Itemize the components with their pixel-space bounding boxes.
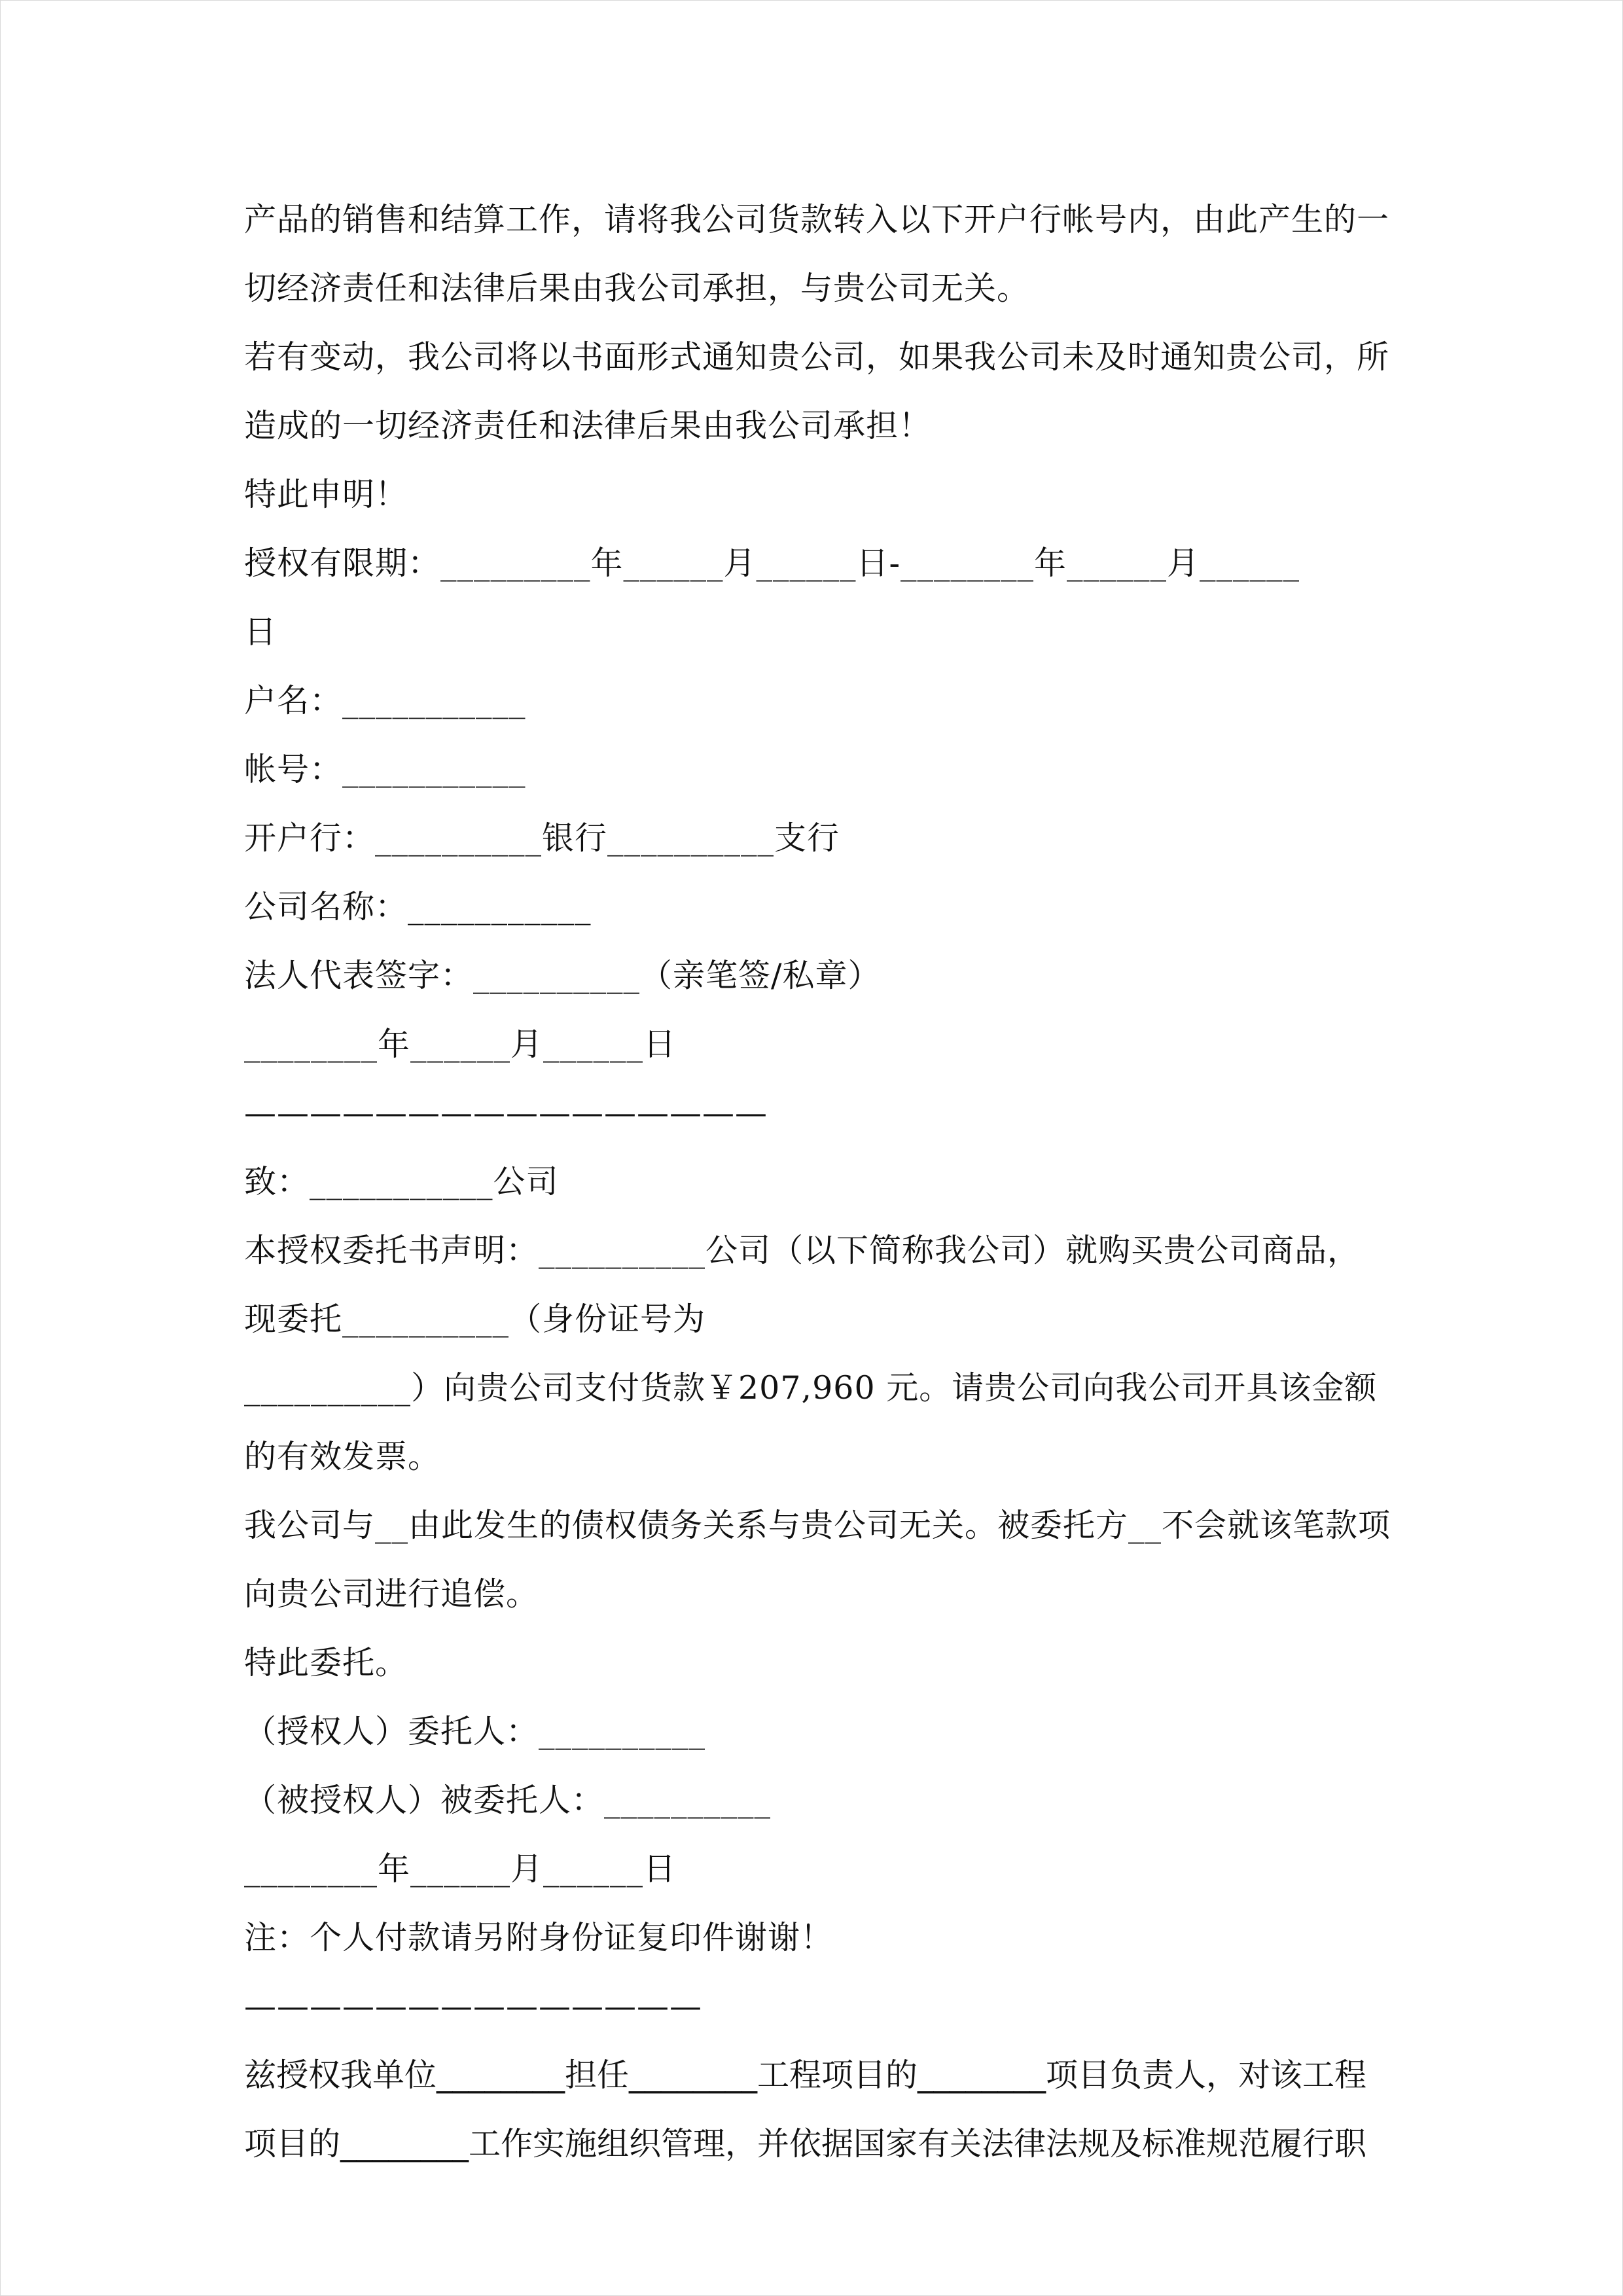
text-line: 产品的销售和结算工作，请将我公司货款转入以下开户行帐号内，由此产生的一 <box>244 201 1390 238</box>
text-line: （被授权人）被委托人：__________ <box>244 1782 772 1819</box>
text-line: 的有效发票。 <box>244 1438 441 1475</box>
text-line: 项目的________工作实施组织管理，并依据国家有关法律法规及标准规范履行职 <box>244 2125 1367 2162</box>
text-line: （授权人）委托人：__________ <box>244 1713 706 1750</box>
text-line: 本授权委托书声明：__________公司（以下简称我公司）就购买贵公司商品， <box>244 1232 1361 1269</box>
text-line: 户名：___________ <box>244 682 526 719</box>
text-line: 日 <box>244 613 277 651</box>
text-line: —————————————— <box>244 1988 702 2025</box>
text-line: 授权有限期：_________年______月______日-________年______月______ <box>244 545 1300 582</box>
text-line: 特此申明！ <box>244 476 408 513</box>
text-line: 特此委托。 <box>244 1644 408 1681</box>
text-line: 致：___________公司 <box>244 1163 559 1200</box>
text-line: ________年______月______日 <box>244 1026 677 1063</box>
text-line: 法人代表签字：__________（亲笔签/私章） <box>244 957 881 994</box>
text-line: 现委托__________（身份证号为 <box>244 1300 706 1338</box>
text-line: ———————————————— <box>244 1094 768 1132</box>
text-line: 若有变动，我公司将以书面形式通知贵公司，如果我公司未及时通知贵公司，所 <box>244 338 1390 376</box>
text-line: 公司名称：___________ <box>244 888 592 925</box>
text-line: __________）向贵公司支付货款￥207,960 元。请贵公司向我公司开具该金额 <box>244 1369 1378 1407</box>
text-line: 我公司与__由此发生的债权债务关系与贵公司无关。被委托方__不会就该笔款项 <box>244 1507 1391 1544</box>
text-line: 造成的一切经济责任和法律后果由我公司承担！ <box>244 407 932 444</box>
text-line: 兹授权我单位________担任________工程项目的________项目负责人，对该工程 <box>244 2056 1367 2094</box>
text-line: ________年______月______日 <box>244 1850 677 1888</box>
text-line: 向贵公司进行追偿。 <box>244 1575 539 1613</box>
document-body <box>244 185 1393 2178</box>
text-line: 开户行：__________银行__________支行 <box>244 819 840 857</box>
text-line: 切经济责任和法律后果由我公司承担，与贵公司无关。 <box>244 270 1030 307</box>
text-line: 帐号：___________ <box>244 751 526 788</box>
text-line: 注：个人付款请另附身份证复印件谢谢！ <box>244 1919 834 1956</box>
